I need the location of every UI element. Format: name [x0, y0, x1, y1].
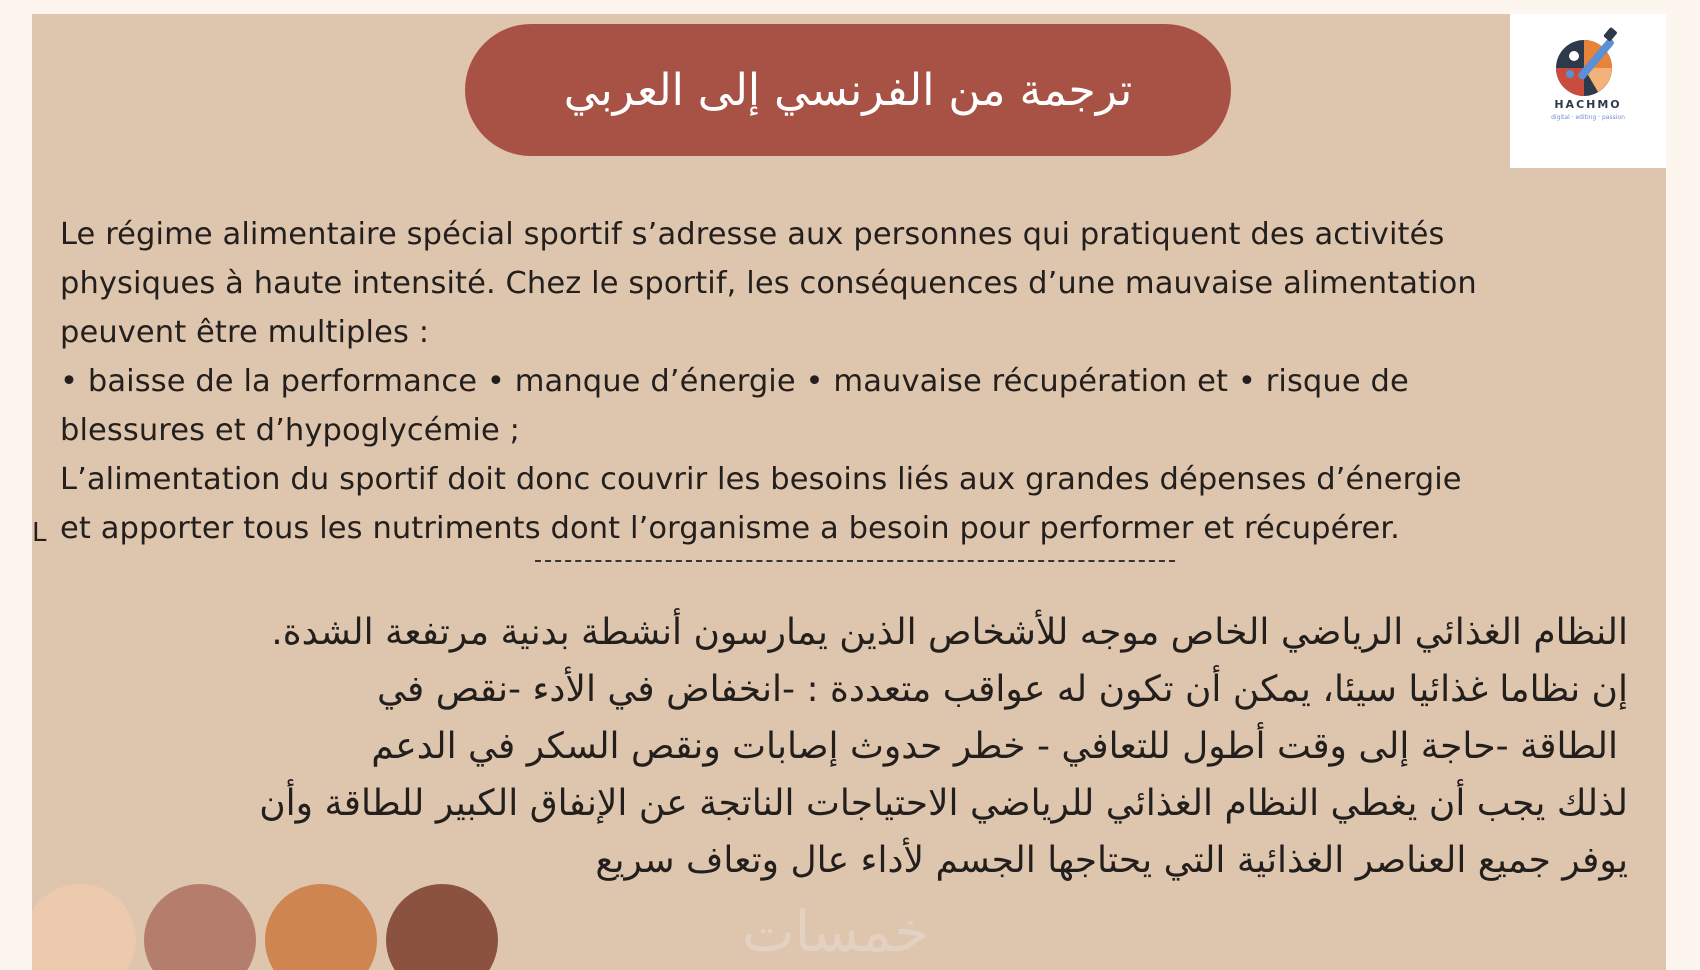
french-line: • baisse de la performance • manque d’énergie • mauvaise récupération et • risque de [60, 364, 1409, 399]
french-line: Le régime alimentaire spécial sportif s’adresse aux personnes qui pratiquent des activités [60, 217, 1445, 252]
palette-swatch-3 [265, 884, 377, 970]
arabic-line: إن نظاما غذائيا سيئا، يمكن أن تكون له عواقب متعددة : -انخفاض في الأدء -نقص في [377, 669, 1628, 710]
french-line: peuvent être multiples : [60, 315, 430, 350]
slide-panel [32, 14, 1666, 970]
arabic-line: يوفر جميع العناصر الغذائية التي يحتاجها الجسم لأداء عال وتعاف سريع [595, 840, 1628, 881]
logo [1510, 14, 1666, 168]
french-line: L’alimentation du sportif doit donc couvrir les besoins liés aux grandes dépenses d’énergie [60, 462, 1462, 497]
arabic-line: النظام الغذائي الرياضي الخاص موجه للأشخاص الذين يمارسون أنشطة بدنية مرتفعة الشدة. [271, 612, 1628, 653]
palette-swatch-4 [386, 884, 498, 970]
page-title: ترجمة من الفرنسي إلى العربي [563, 64, 1133, 116]
title-banner [465, 24, 1231, 156]
logo-name: HACHMO [1554, 98, 1622, 111]
palette-swatch-2 [144, 884, 256, 970]
french-line: physiques à haute intensité. Chez le sportif, les conséquences d’une mauvaise alimentation [60, 266, 1477, 301]
arabic-line: الطاقة -حاجة إلى وقت أطول للتعافي - خطر حدوث إصابات ونقص السكر في الدعم [371, 726, 1618, 767]
watermark: خمسات [742, 900, 929, 965]
logo-tagline: digital · editing · passion [1551, 114, 1625, 121]
arabic-line: لذلك يجب أن يغطي النظام الغذائي للرياضي الاحتياجات الناتجة عن الإنفاق الكبير للطاقة وأن [259, 783, 1628, 824]
arabic-paragraph [46, 604, 1628, 889]
palette-swatch-1 [32, 884, 136, 970]
french-line: et apporter tous les nutriments dont l’organisme a besoin pour performer et récupérer. [60, 511, 1400, 546]
french-paragraph [60, 210, 1630, 553]
french-line: blessures et d’hypoglycémie ; [60, 413, 521, 448]
palette-brush-icon [1540, 26, 1636, 106]
text-cursor-mark: L [32, 518, 47, 548]
section-divider [535, 560, 1175, 562]
